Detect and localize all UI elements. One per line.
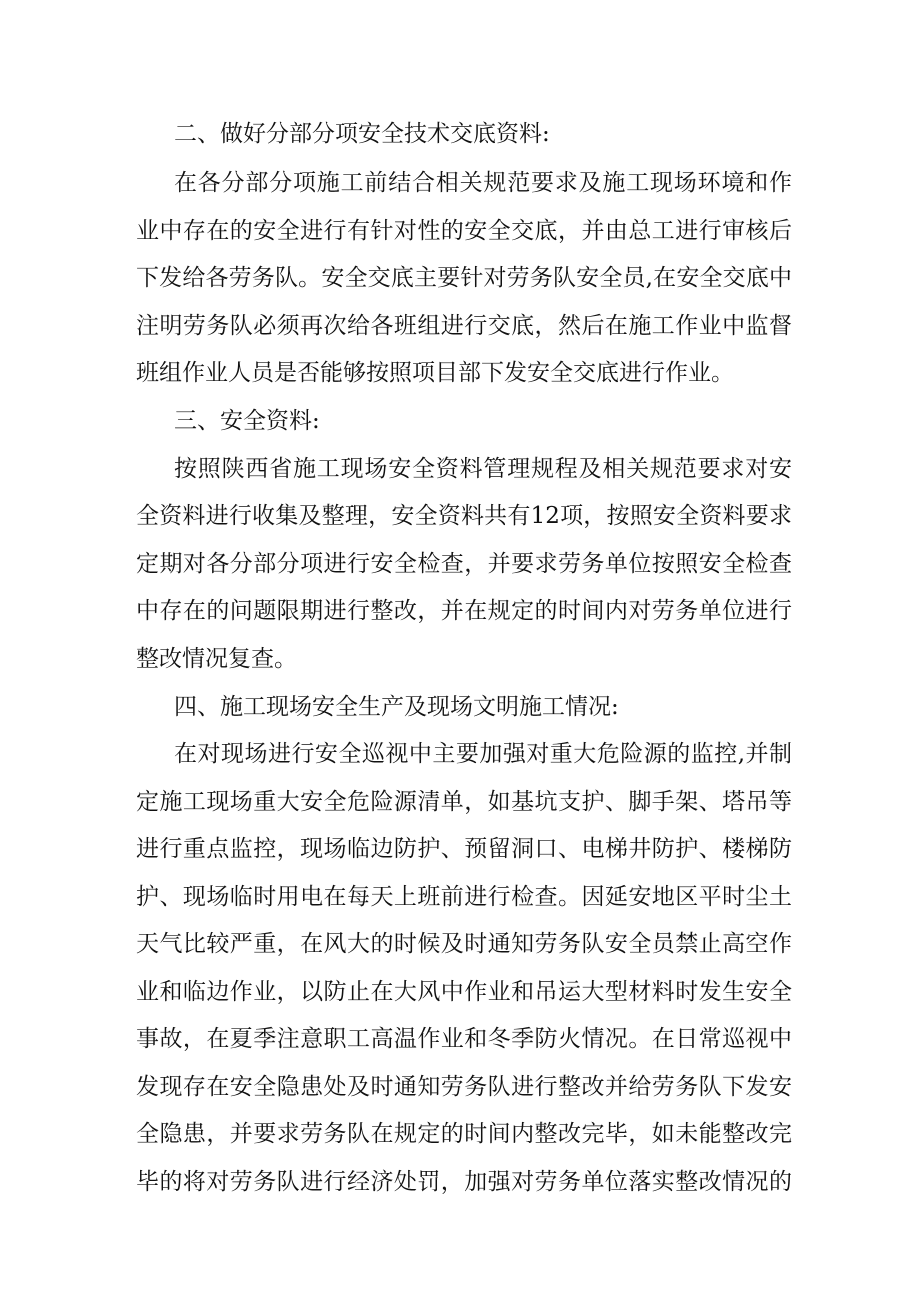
paragraph-line: 护、现场临时用电在每天上班前进行检查。因延安地区平时尘土 [136,884,792,910]
paragraph-line: 注明劳务队必须再次给各班组进行交底，然后在施工作业中监督 [136,313,792,339]
paragraph-line: 中存在的问题限期进行整改，并在规定的时间内对劳务单位进行 [136,598,792,624]
section-heading-2: 二、做好分部分项安全技术交底资料: [174,121,550,147]
paragraph-line: 事故，在夏季注意职工高温作业和冬季防火情况。在日常巡视中 [136,1026,792,1052]
paragraph-line: 发现存在安全隐患处及时通知劳务队进行整改并给劳务队下发安 [136,1074,792,1100]
section-heading-4: 四、施工现场安全生产及现场文明施工情况: [174,694,619,720]
paragraph-line: 全资料进行收集及整理，安全资料共有12项，按照安全资料要求 [136,503,792,529]
paragraph-line: 业和临边作业，以防止在大风中作业和吊运大型材料时发生安全 [136,979,792,1005]
paragraph-line: 进行重点监控，现场临边防护、预留洞口、电梯井防护、楼梯防 [136,836,792,862]
paragraph-line: 天气比较严重，在风大的时候及时通知劳务队安全员禁止高空作 [136,931,792,957]
paragraph-line: 下发给各劳务队。安全交底主要针对劳务队安全员,在安全交底中 [136,265,792,291]
paragraph-line: 定期对各分部分项进行安全检查，并要求劳务单位按照安全检查 [136,551,792,577]
section-heading-3: 三、安全资料: [174,408,320,434]
paragraph-line: 在对现场进行安全巡视中主要加强对重大危险源的监控,并制 [174,741,792,767]
paragraph-line: 在各分部分项施工前结合相关规范要求及施工现场环境和作 [174,170,792,196]
paragraph-line: 整改情况复查。 [136,646,297,672]
paragraph-line: 按照陕西省施工现场安全资料管理规程及相关规范要求对安 [174,456,792,482]
paragraph-line: 业中存在的安全进行有针对性的安全交底，并由总工进行审核后 [136,218,792,244]
paragraph-line: 全隐患，并要求劳务队在规定的时间内整改完毕，如未能整改完 [136,1121,792,1147]
paragraph-line: 班组作业人员是否能够按照项目部下发安全交底进行作业。 [136,360,734,386]
paragraph-line: 毕的将对劳务队进行经济处罚，加强对劳务单位落实整改情况的 [136,1169,792,1195]
paragraph-line: 定施工现场重大安全危险源清单，如基坑支护、脚手架、塔吊等 [136,789,792,815]
